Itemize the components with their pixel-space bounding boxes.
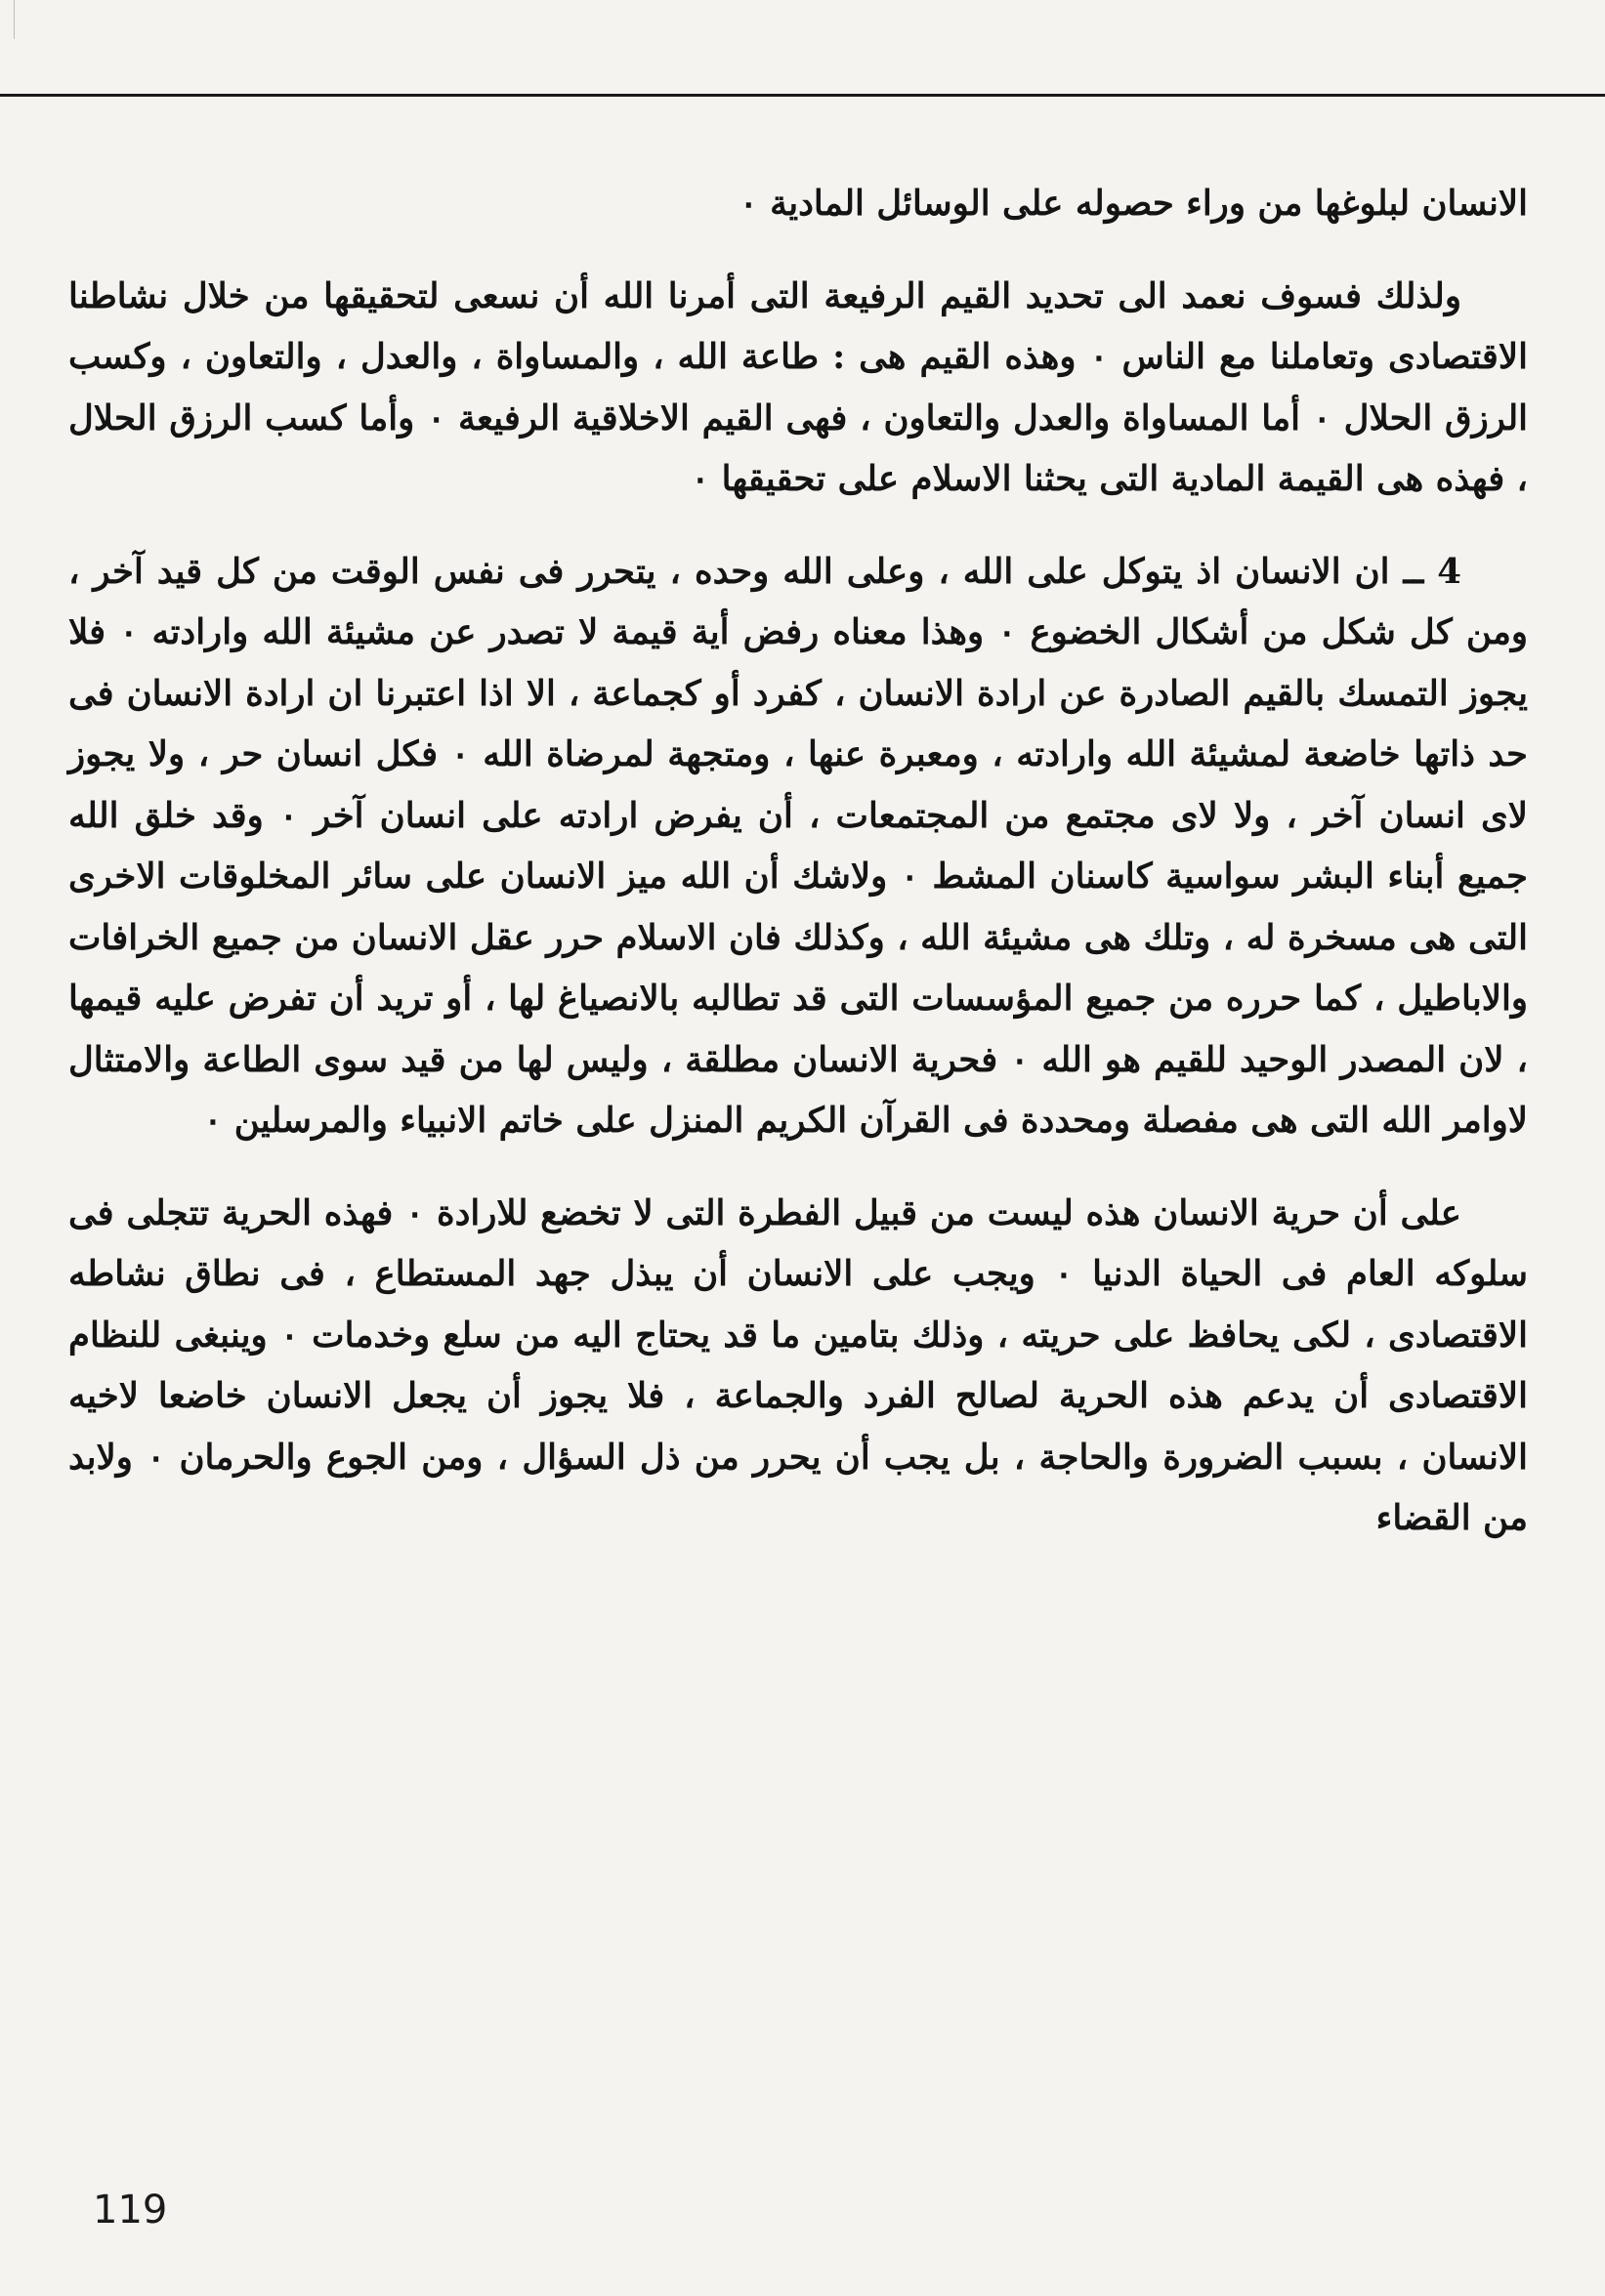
scan-corner-mark	[0, 0, 15, 39]
page-number: 119	[93, 2188, 168, 2233]
paragraph-values: ولذلك فسوف نعمد الى تحديد القيم الرفيعة التى أمرنا الله أن نسعى لتحقيقها من خلال نشاطنا الاقتصادى وتعاملنا مع الناس ٠ وهذه القيم هى : طاعة الله ، والمساواة ، والعدل ، والتعاون ، وكسب الرزق الحلال ٠ أما المساواة والعدل والتعاون ، فهى القيم الاخلاقية الرفيعة ٠ وأما كسب الرزق الحلال ، فهذه هى القيمة المادية التى يحثنا الاسلام على تحقيقها ٠	[68, 275, 1528, 499]
paragraph-point-4: 4 ــ ان الانسان اذ يتوكل على الله ، وعلى الله وحده ، يتحرر فى نفس الوقت من كل قيد آخر ، ومن كل شكل من أشكال الخضوع ٠ وهذا معناه رفض أية قيمة لا تصدر عن مشيئة الله وارادته ٠ فلا يجوز التمسك بالقيم الصادرة عن ارادة الانسان ، كفرد أو كجماعة ، الا اذا اعتبرنا ان ارادة الانسان فى حد ذاتها خاضعة لمشيئة الله وارادته ، ومعبرة عنها ، ومتجهة لمرضاة الله ٠ فكل انسان حر ، ولا يجوز لاى انسان آخر ، ولا لاى مجتمع من المجتمعات ، أن يفرض ارادته على انسان آخر ٠ وقد خلق الله جميع أبناء البشر سواسية كاسنان المشط ٠ ولاشك أن الله ميز الانسان على سائر المخلوقات الاخرى التى هى مسخرة له ، وتلك هى مشيئة الله ، وكذلك فان الاسلام حرر عقل الانسان من جميع الخرافات والاباطيل ، كما حرره من جميع المؤسسات التى قد تطالبه بالانصياغ لها ، أو تريد أن تفرض عليه قيمها ، لان المصدر الوحيد للقيم هو الله ٠ فحرية الانسان مطلقة ، وليس لها من قيد سوى الطاعة والامتثال لاوامر الله التى هى مفصلة ومحددة فى القرآن الكريم المنزل على خاتم الانبياء والمرسلين ٠	[68, 551, 1529, 1141]
paragraph-freedom: على أن حرية الانسان هذه ليست من قبيل الفطرة التى لا تخضع للارادة ٠ فهذه الحرية تتجلى فى سلوكه العام فى الحياة الدنيا ٠ ويجب على الانسان أن يبذل جهد المستطاع ، فى نطاق نشاطه الاقتصادى ، لكى يحافظ على حريته ، وذلك بتامين ما قد يحتاج اليه من سلع وخدمات ٠ وينبغى للنظام الاقتصادى أن يدعم هذه الحرية لصالح الفرد والجماعة ، فلا يجوز أن يجعل الانسان خاضعا لاخيه الانسان ، بسبب الضرورة والحاجة ، بل يجب أن يحرر من ذل السؤال ، ومن الجوع والحرمان ٠ ولابد من القضاء	[68, 1192, 1528, 1538]
paragraph-continuation: الانسان لبلوغها من وراء حصوله على الوسائل المادية ٠	[739, 184, 1528, 224]
page-body	[68, 174, 1528, 1550]
header-rule	[0, 94, 1605, 97]
